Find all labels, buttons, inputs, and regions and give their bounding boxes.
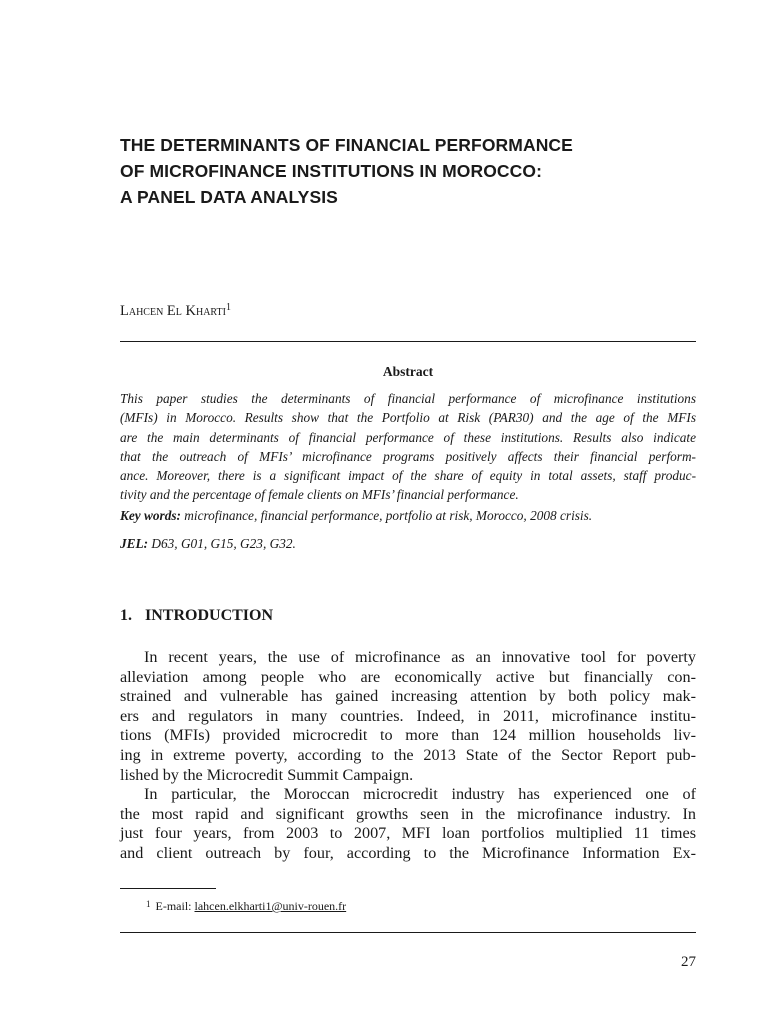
footnote-mark: 1	[146, 899, 151, 909]
footnote	[146, 899, 346, 914]
body-line: In particular, the Moroccan microcredit industry has experienced one of	[144, 785, 696, 804]
keywords-label: Key words:	[120, 508, 181, 523]
abstract-line: tivity and the percentage of female clients on MFIs’ financial performance.	[120, 487, 519, 503]
bottom-divider	[120, 932, 696, 933]
abstract-line: (MFIs) in Morocco. Results show that the Portfolio at Risk (PAR30) and the age of the MFIs	[120, 410, 696, 426]
introduction-body	[120, 648, 696, 864]
author	[120, 302, 231, 320]
abstract-line: This paper studies the determinants of financial performance of microfinance institutions	[120, 391, 696, 406]
body-line: alleviation among people who are economically active but financially con-	[120, 667, 696, 686]
email-link[interactable]: lahcen.elkharti1@univ-rouen.fr	[194, 899, 347, 913]
body-line: strained and vulnerable has gained increasing attention by both policy mak-	[120, 687, 696, 706]
abstract-line: ance. Moreover, there is a significant impact of the share of equity in total assets, staff produc-	[120, 468, 696, 484]
footnote-label: E-mail:	[155, 899, 192, 913]
page-number: 27	[681, 954, 696, 970]
section-heading	[120, 607, 273, 625]
keywords	[120, 506, 696, 525]
section-number: 1.	[120, 607, 132, 624]
body-line: the most rapid and significant growths seen in the microfinance industry. In	[120, 804, 696, 823]
footnote-divider	[120, 888, 216, 889]
body-line: just four years, from 2003 to 2007, MFI loan portfolios multiplied 11 times	[120, 824, 696, 843]
body-line: lished by the Microcredit Summit Campaign.	[120, 765, 414, 784]
paper-title	[120, 132, 720, 210]
body-line: tions (MFIs) provided microcredit to more than 124 million households liv-	[120, 726, 696, 745]
abstract-body	[120, 389, 696, 505]
title-line: OF MICROFINANCE INSTITUTIONS IN MOROCCO:	[120, 161, 543, 181]
body-line: ing in extreme poverty, according to the 2013 State of the Sector Report pub-	[120, 745, 696, 764]
abstract-line: that the outreach of MFIs’ microfinance programs positively affects their financial perform-	[120, 448, 696, 464]
abstract-line: are the main determinants of financial performance of these institutions. Results also indicate	[120, 429, 696, 445]
keywords-text: microfinance, financial performance, portfolio at risk, Morocco, 2008 crisis.	[184, 508, 593, 523]
author-name: Lahcen El Kharti	[120, 303, 226, 319]
jel-codes	[120, 534, 696, 553]
body-line: In recent years, the use of microfinance as an innovative tool for poverty	[144, 648, 696, 666]
author-footnote-mark: 1	[225, 302, 231, 313]
title-line: A PANEL DATA ANALYSIS	[120, 187, 338, 207]
jel-text: D63, G01, G15, G23, G32.	[151, 536, 296, 551]
jel-label: JEL:	[120, 536, 149, 551]
top-divider	[120, 341, 696, 342]
abstract-heading: Abstract	[382, 364, 434, 379]
body-line: and client outreach by four, according to the Microfinance Information Ex-	[120, 843, 696, 862]
title-line: THE DETERMINANTS OF FINANCIAL PERFORMANCE	[120, 135, 573, 155]
section-title: INTRODUCTION	[145, 607, 274, 624]
body-line: ers and regulators in many countries. Indeed, in 2011, microfinance institu-	[120, 706, 696, 725]
